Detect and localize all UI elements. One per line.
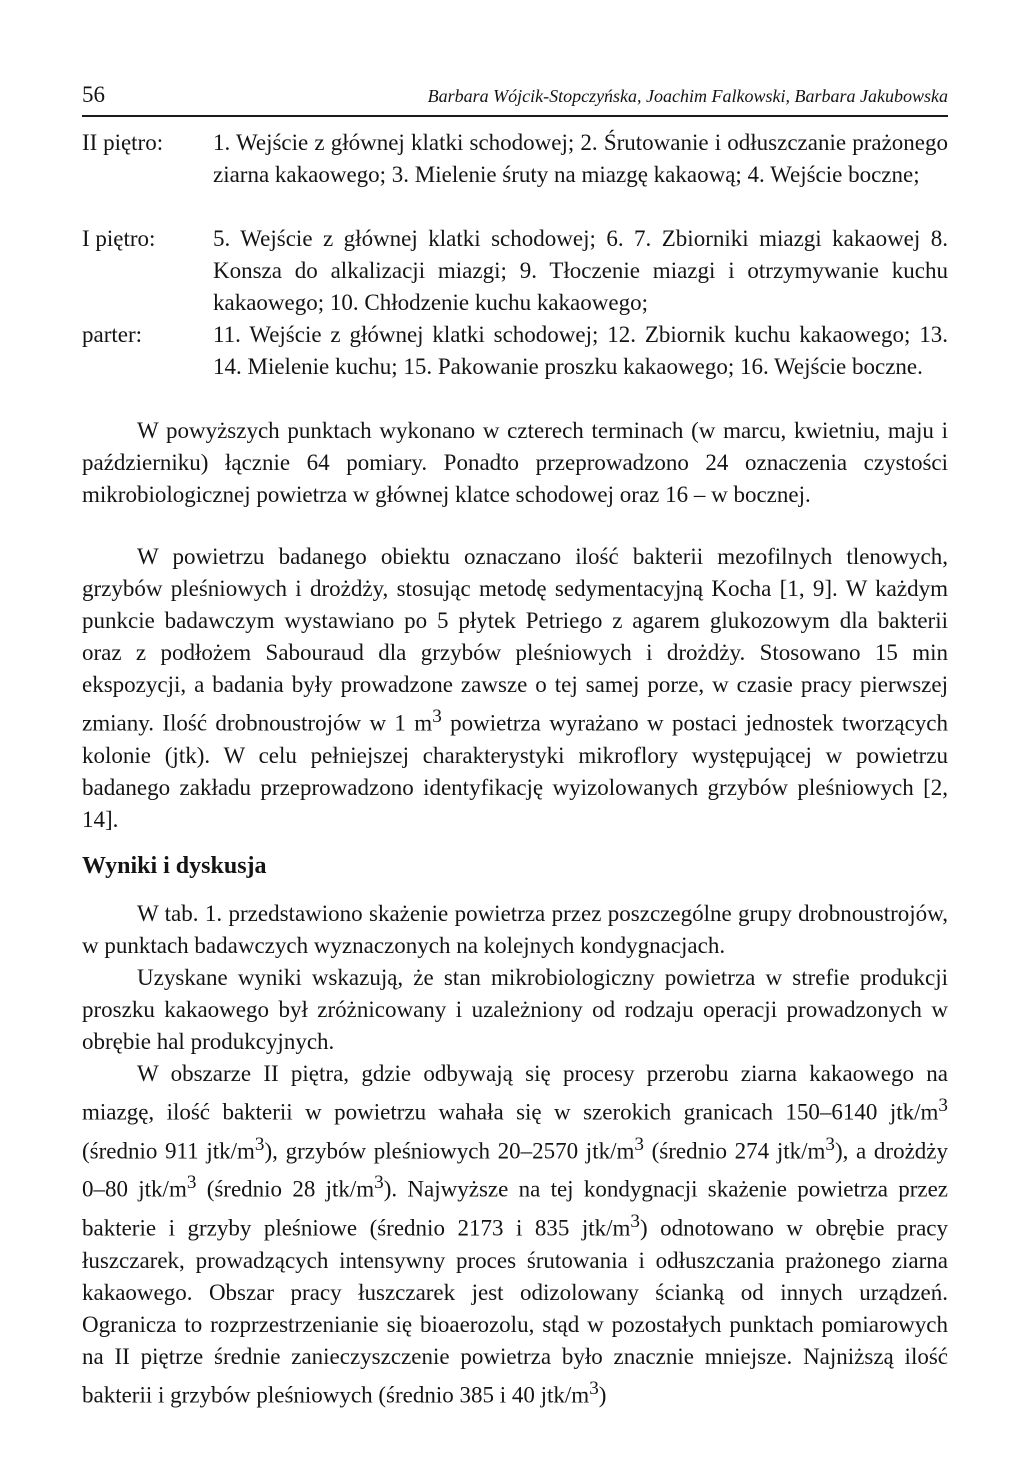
floor-description: 11. Wejście z głównej klatki schodowej; 12. Zbiornik kuchu kakaowego; 13. 14. Mielenie kuchu; 15. Pakowanie proszku kakaowego; 16. Wejście boczne. [213,322,948,379]
paragraph-floor-ii-results: W obszarze II piętra, gdzie odbywają się procesy przerobu ziarna kakaowego na miazgę, ilość bakterii w powietrzu wahała się w szerokich granicach 150–6140 jtk/$m^3$ (średnio 911 jtk/$m^3$), grzybów pleśniowych 20–2570 jtk/$m^3$ (średnio 274 jtk/$m^3$), a drożdży 0–80 jtk/$m^3$ (średnio 28 jtk/$m^3$). Najwyższe na tej kondygnacji skażenie powietrza przez bakterie i grzyby pleśniowe (średnio 2173 i 835 jtk/$m^3$) odnotowano w obrębie pracy łuszczarek, prowadzących intensywny proces śrutowania i odłuszczania prażonego ziarna kakaowego. Obszar pracy łuszczarek jest odizolowany ścianką od innych urządzeń. Ogranicza to rozprzestrzenianie się bioaerozolu, stąd w pozostałych punktach pomiarowych na II piętrze średnie zanieczyszczenie powietrza było znacznie mniejsze. Najniższą ilość bakterii i grzybów pleśniowych (średnio 385 i 40 jtk/$m^3$) [82,1061,948,1408]
running-head: Barbara Wójcik-Stopczyńska, Joachim Falkowski, Barbara Jakubowska [427,86,948,106]
page-number: 56 [82,82,105,107]
floor-description: 1. Wejście z głównej klatki schodowej; 2. Śrutowanie i odłuszczanie prażonego ziarna kakaowego; 3. Mielenie śruty na miazgę kakaową; 4. Wejście boczne; [213,130,948,187]
paragraph-methods: W powietrzu badanego obiektu oznaczano ilość bakterii mezofilnych tlenowych, grzybów pleśniowych i drożdży, stosując metodę sedymentacyjną Kocha [1, 9]. W każdym punkcie badawczym wystawiano po 5 płytek Petriego z agarem glukozowym dla bakterii oraz z podłożem Sabouraud dla grzybów pleśniowych i drożdży. Stosowano 15 min ekspozycji, a badania były prowadzone zawsze o tej samej porze, w czasie pracy pierwszej zmiany. Ilość drobnoustrojów w 1 $m^3$ powietrza wyrażano w postaci jednostek tworzących kolonie (jtk). W celu pełniejszej charakterystyki mikroflory występującej w powietrzu badanego zakładu przeprowadzono identyfikację wyizolowanych grzybów pleśniowych [2, 14]. [82,544,948,832]
floor-item-i-pietro [82,223,948,319]
floor-description: 5. Wejście z głównej klatki schodowej; 6. 7. Zbiorniki miazgi kakaowej 8. Konsza do alkalizacji miazgi; 9. Tłoczenie miazgi i otrzymywanie kuchu kakaowego; 10. Chłodzenie kuchu kakaowego; [213,226,948,315]
floor-label: II piętro: [82,130,164,155]
floor-item-ii-pietro [82,127,948,191]
floor-label: parter: [82,322,143,347]
section-heading: Wyniki i dyskusja [82,853,267,879]
paragraph-table-intro: W tab. 1. przedstawiono skażenie powietrza przez poszczególne grupy drobnoustrojów, w punktach badawczych wyznaczonych na kolejnych kondygnacjach. [82,901,948,958]
header-rule [82,115,948,117]
paragraph-results-summary: Uzyskane wyniki wskazują, że stan mikrobiologiczny powietrza w strefie produkcji proszku kakaowego był zróżnicowany i uzależniony od rodzaju operacji prowadzonych w obrębie hal produkcyjnych. [82,965,948,1054]
floor-label: I piętro: [82,226,156,251]
page-header [82,82,948,116]
paragraph-measurements: W powyższych punktach wykonano w czterech terminach (w marcu, kwietniu, maju i październiku) łącznie 64 pomiary. Ponadto przeprowadzono 24 oznaczenia czystości mikrobiologicznej powietrza w głównej klatce schodowej oraz 16 – w bocznej. [82,418,948,507]
floor-item-parter [82,319,948,383]
